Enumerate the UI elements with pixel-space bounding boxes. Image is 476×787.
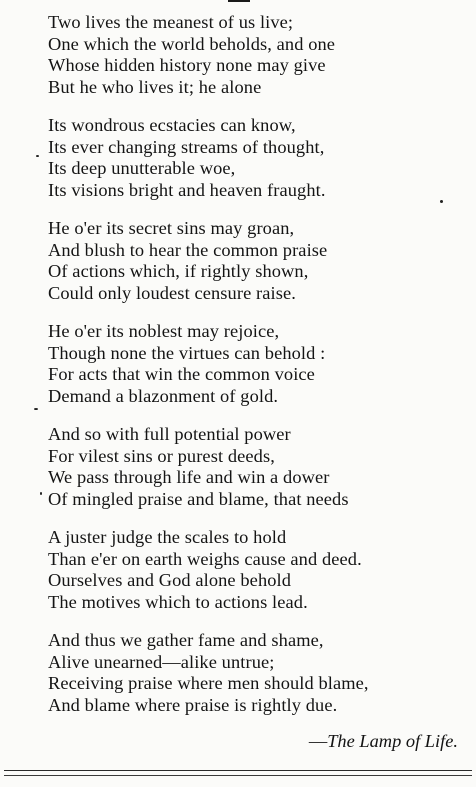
poem-line: And thus we gather fame and shame,	[48, 630, 324, 650]
poem-line: Its ever changing streams of thought,	[48, 136, 325, 157]
stanza-7	[48, 630, 468, 716]
attribution	[309, 730, 458, 752]
poem-line: One which the world beholds, and one	[48, 33, 336, 54]
stanza-3	[48, 218, 468, 304]
poem-line: Of mingled praise and blame, that needs	[48, 488, 349, 509]
poem-line: Ourselves and God alone behold	[48, 570, 292, 590]
poem-line: Though none the virtues can behold :	[48, 342, 326, 363]
poem-line: For acts that win the common voice	[48, 364, 315, 384]
top-rule	[228, 0, 250, 2]
poem-line: The motives which to actions lead.	[48, 591, 308, 612]
poem-line: Two lives the meanest of us live;	[48, 12, 294, 32]
attribution-dash: —	[308, 731, 328, 751]
poem-line: Its deep unutterable woe,	[48, 158, 236, 178]
poem-line: Whose hidden history none may give	[48, 55, 326, 75]
poem-line: Than e'er on earth weighs cause and deed.	[48, 548, 362, 569]
divider	[4, 770, 472, 771]
ink-speck	[36, 155, 39, 157]
poem	[48, 12, 468, 733]
stanza-4	[48, 321, 468, 407]
attribution-source: The Lamp of Life.	[327, 731, 458, 751]
poem-line: Demand a blazonment of gold.	[48, 385, 279, 406]
poem-line: And blame where praise is rightly due.	[48, 694, 338, 715]
poem-line: Its wondrous ecstacies can know,	[48, 115, 296, 135]
stanza-2	[48, 115, 468, 201]
divider	[4, 775, 472, 776]
poem-line: For vilest sins or purest deeds,	[48, 445, 275, 466]
ink-speck	[34, 408, 38, 410]
poem-line: Of actions which, if rightly shown,	[48, 261, 309, 281]
poem-line: Alive unearned—alike untrue;	[48, 651, 275, 672]
poem-line: And so with full potential power	[48, 424, 291, 444]
poem-line: Receiving praise where men should blame,	[48, 673, 369, 693]
poem-line: But he who lives it; he alone	[48, 76, 262, 97]
poem-line: And blush to hear the common praise	[48, 239, 328, 260]
ink-speck	[40, 492, 42, 495]
poem-line: Its visions bright and heaven fraught.	[48, 179, 326, 200]
poem-line: He o'er its secret sins may groan,	[48, 218, 295, 238]
ink-speck	[440, 200, 443, 203]
poem-line: Could only loudest censure raise.	[48, 282, 296, 303]
poem-line: We pass through life and win a dower	[48, 467, 330, 487]
poem-line: A juster judge the scales to hold	[48, 527, 287, 547]
stanza-5	[48, 424, 468, 510]
bottom-rules	[4, 770, 472, 776]
poem-line: He o'er its noblest may rejoice,	[48, 321, 280, 341]
stanza-1	[48, 12, 468, 98]
stanza-6	[48, 527, 468, 613]
